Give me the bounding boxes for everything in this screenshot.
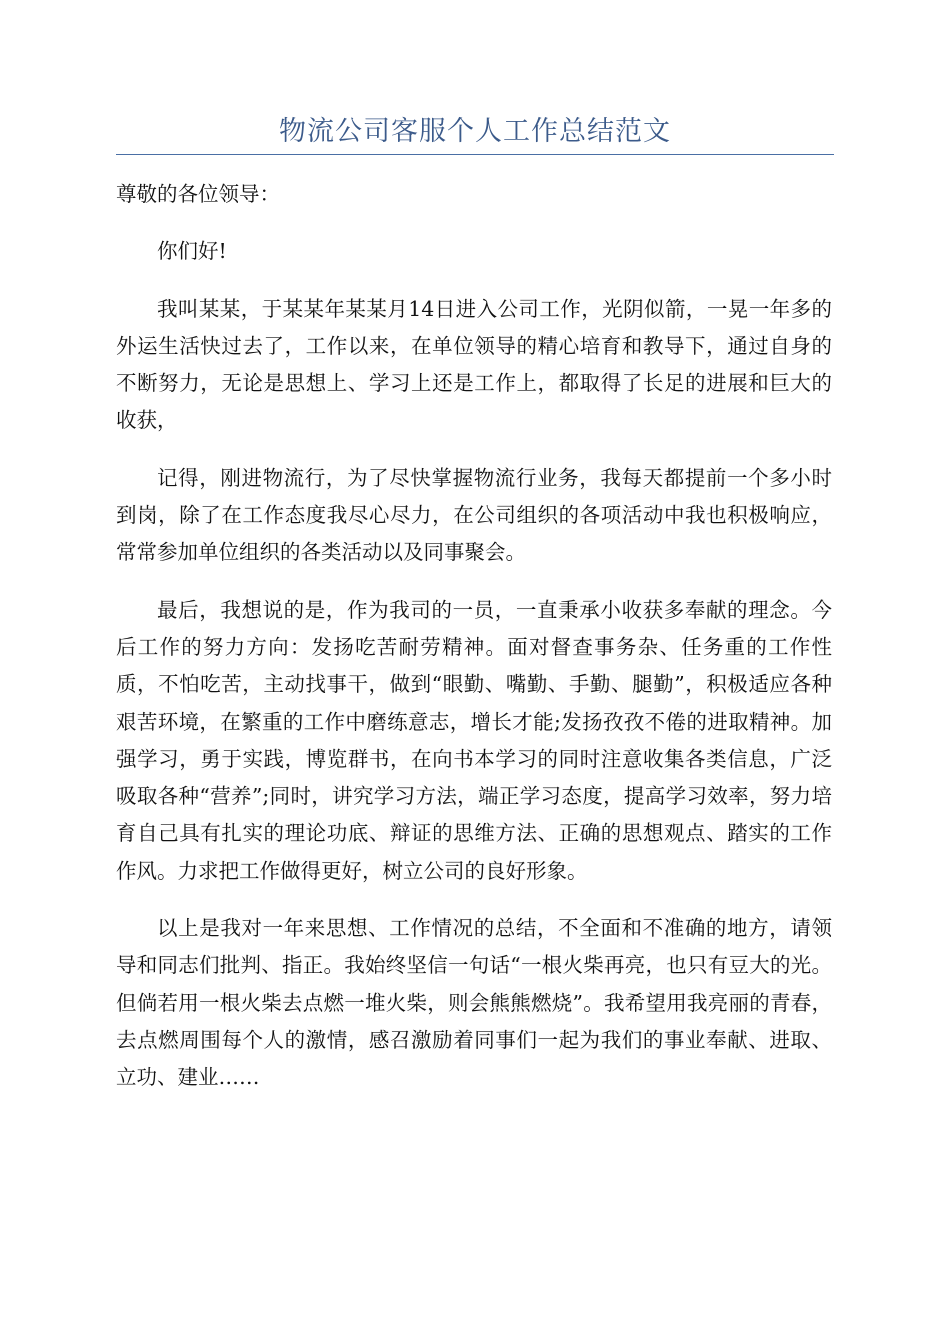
paragraph-2: 记得，刚进物流行，为了尽快掌握物流行业务，我每天都提前一个多小时到岗，除了在工作态度我尽心尽力，在公司组织的各项活动中我也积极响应，常常参加单位组织的各类活动以及同事聚会。 [116,465,832,565]
paragraph-4: 以上是我对一年来思想、工作情况的总结，不全面和不准确的地方，请领导和同志们批判、指正。我始终坚信一句话“一根火柴再亮，也只有豆大的光。但倘若用一根火柴去点燃一堆火柴，则会熊熊燃烧”。我希望用我亮丽的青春，去点燃周围每个人的激情，感召激励着同事们一起为我们的事业奉献、进取、立功、建业…… [116,916,832,1090]
document-body [116,176,832,1097]
document-title: 物流公司客服个人工作总结范文 [279,116,671,147]
greeting: 你们好! [157,239,227,264]
paragraph-1: 我叫某某，于某某年某某月14日进入公司工作，光阴似箭，一晃一年多的外运生活快过去了，工作以来，在单位领导的精心培育和教导下，通过自身的不断努力，无论是思想上、学习上还是工作上，都取得了长足的进展和巨大的收获， [116,296,832,433]
paragraph-3: 最后，我想说的是，作为我司的一员，一直秉承小收获多奉献的理念。今后工作的努力方向：发扬吃苦耐劳精神。面对督查事务杂、任务重的工作性质，不怕吃苦，主动找事干，做到“眼勤、嘴勤、手勤、腿勤”，积极适应各种艰苦环境，在繁重的工作中磨练意志，增长才能;发扬孜孜不倦的进取精神。加强学习，勇于实践，博览群书，在向书本学习的同时注意收集各类信息，广泛吸取各种“营养”;同时，讲究学习方法，端正学习态度，提高学习效率，努力培育自己具有扎实的理论功底、辩证的思维方法、正确的思想观点、踏实的工作作风。力求把工作做得更好，树立公司的良好形象。 [116,597,832,883]
title-underline [116,154,834,155]
salutation: 尊敬的各位领导： [116,182,280,206]
